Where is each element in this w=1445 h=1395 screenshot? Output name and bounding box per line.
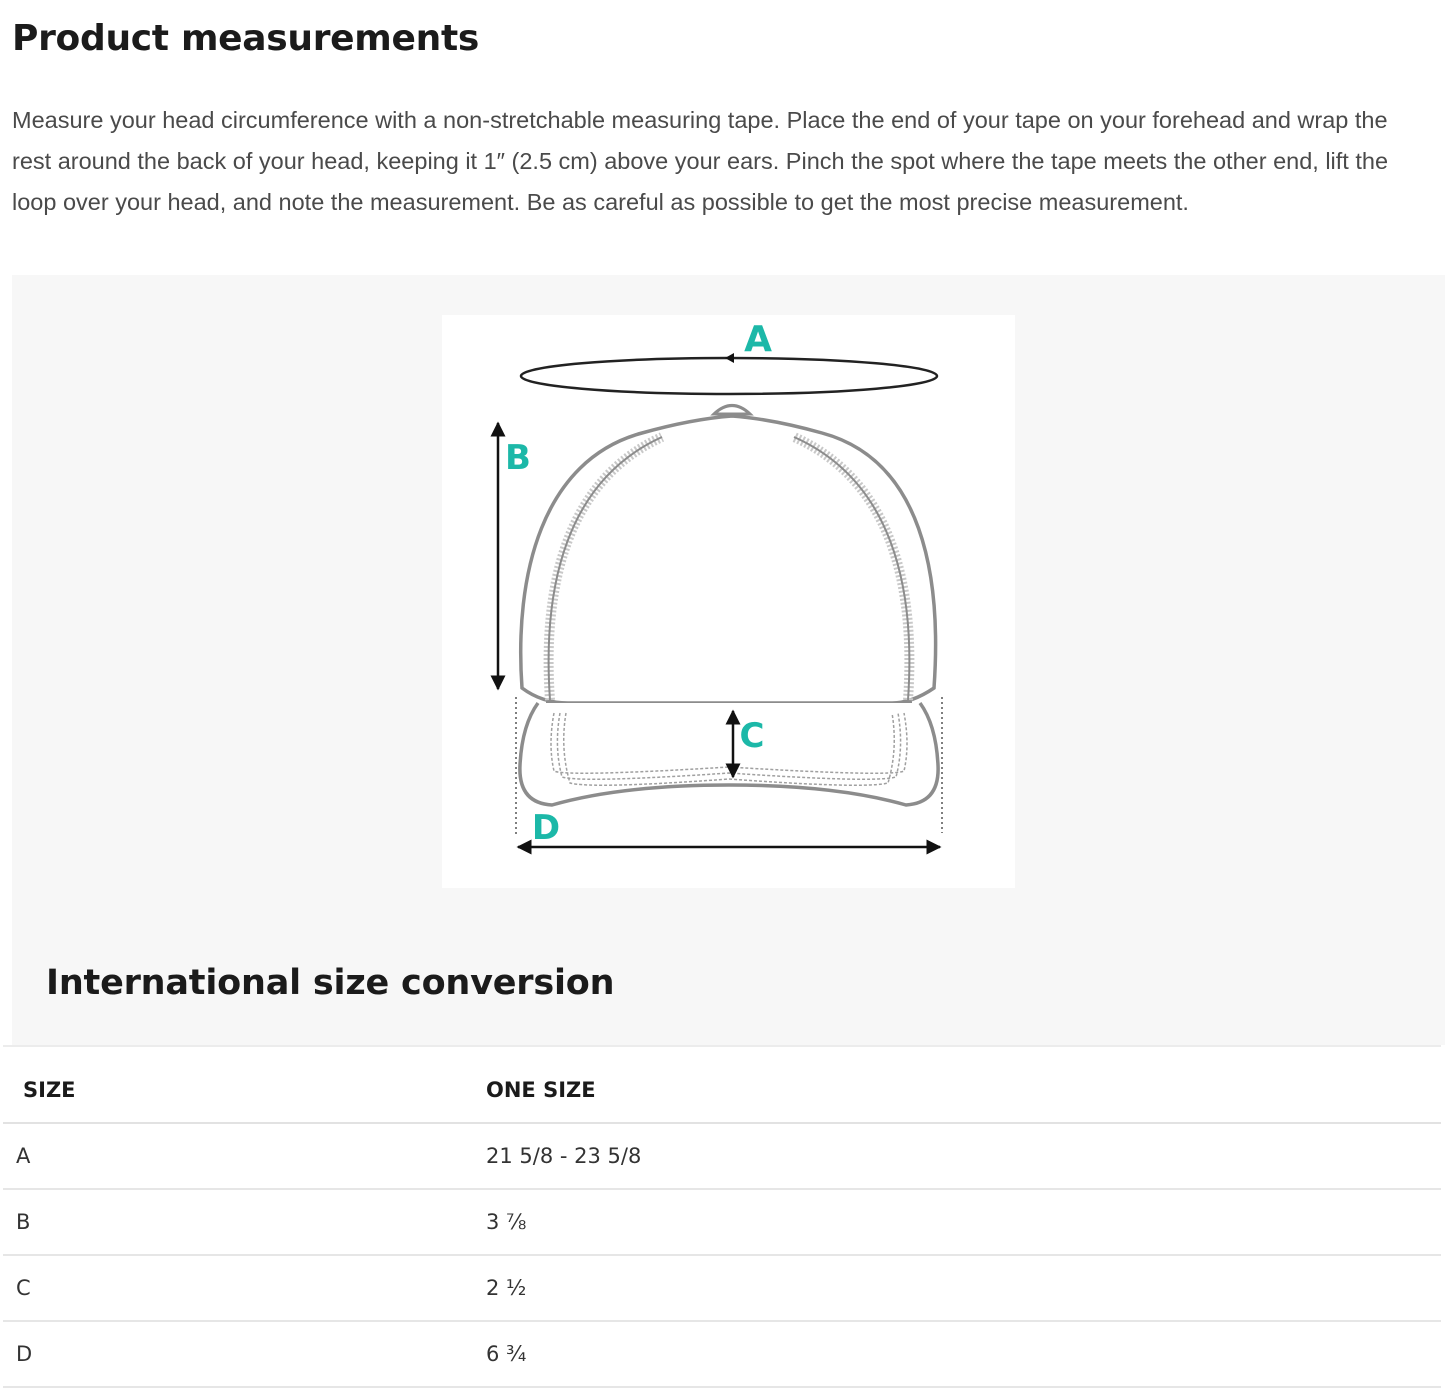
- table-row: [3, 1123, 1441, 1189]
- circumference-arrowhead: [725, 353, 734, 363]
- row-size-label: C: [16, 1276, 31, 1300]
- label-b: B: [505, 438, 531, 478]
- page-title: Product measurements: [12, 18, 479, 59]
- size-conversion-table: [3, 1045, 1441, 1388]
- row-size-value: 21 5/8 - 23 5/8: [486, 1144, 642, 1168]
- row-size-value: 2 ½: [486, 1276, 527, 1300]
- header-one-size: ONE SIZE: [486, 1077, 596, 1102]
- label-c: C: [739, 716, 765, 756]
- table-row: [3, 1189, 1441, 1255]
- row-size-value: 3 ⅞: [486, 1210, 527, 1234]
- cap-brim: [520, 703, 938, 805]
- cap-measurement-illustration: [442, 315, 1015, 888]
- row-size-value: 6 ¾: [486, 1342, 527, 1366]
- row-size-label: A: [16, 1144, 31, 1168]
- table-row: [3, 1255, 1441, 1321]
- measurement-instructions: Measure your head circumference with a non-stretchable measuring tape. Place the end of your tape on your forehead and wrap the rest around the back of your head, keeping it 1″ (2.5 cm) above your ears. Pinch the spot where the tape meets the other end, lift the loop over your head, and note the measurement. Be as careful as possible to get the most precise measurement.: [12, 107, 1389, 215]
- row-size-label: D: [16, 1342, 33, 1366]
- cap-crown: [521, 406, 936, 704]
- size-conversion-title: International size conversion: [46, 963, 615, 1003]
- cap-outline: [521, 416, 936, 703]
- measure-a-group: [521, 319, 937, 394]
- header-size: SIZE: [23, 1077, 76, 1102]
- table-row: [3, 1321, 1441, 1387]
- cap-diagram: [442, 315, 1015, 888]
- cap-button: [714, 406, 750, 415]
- label-a: A: [744, 319, 772, 360]
- row-size-label: B: [16, 1210, 31, 1234]
- brim-outline: [520, 703, 938, 805]
- diagram-panel: [12, 275, 1445, 1045]
- circumference-ring: [521, 358, 937, 394]
- table-header-row: [3, 1046, 1441, 1123]
- label-d: D: [531, 808, 561, 848]
